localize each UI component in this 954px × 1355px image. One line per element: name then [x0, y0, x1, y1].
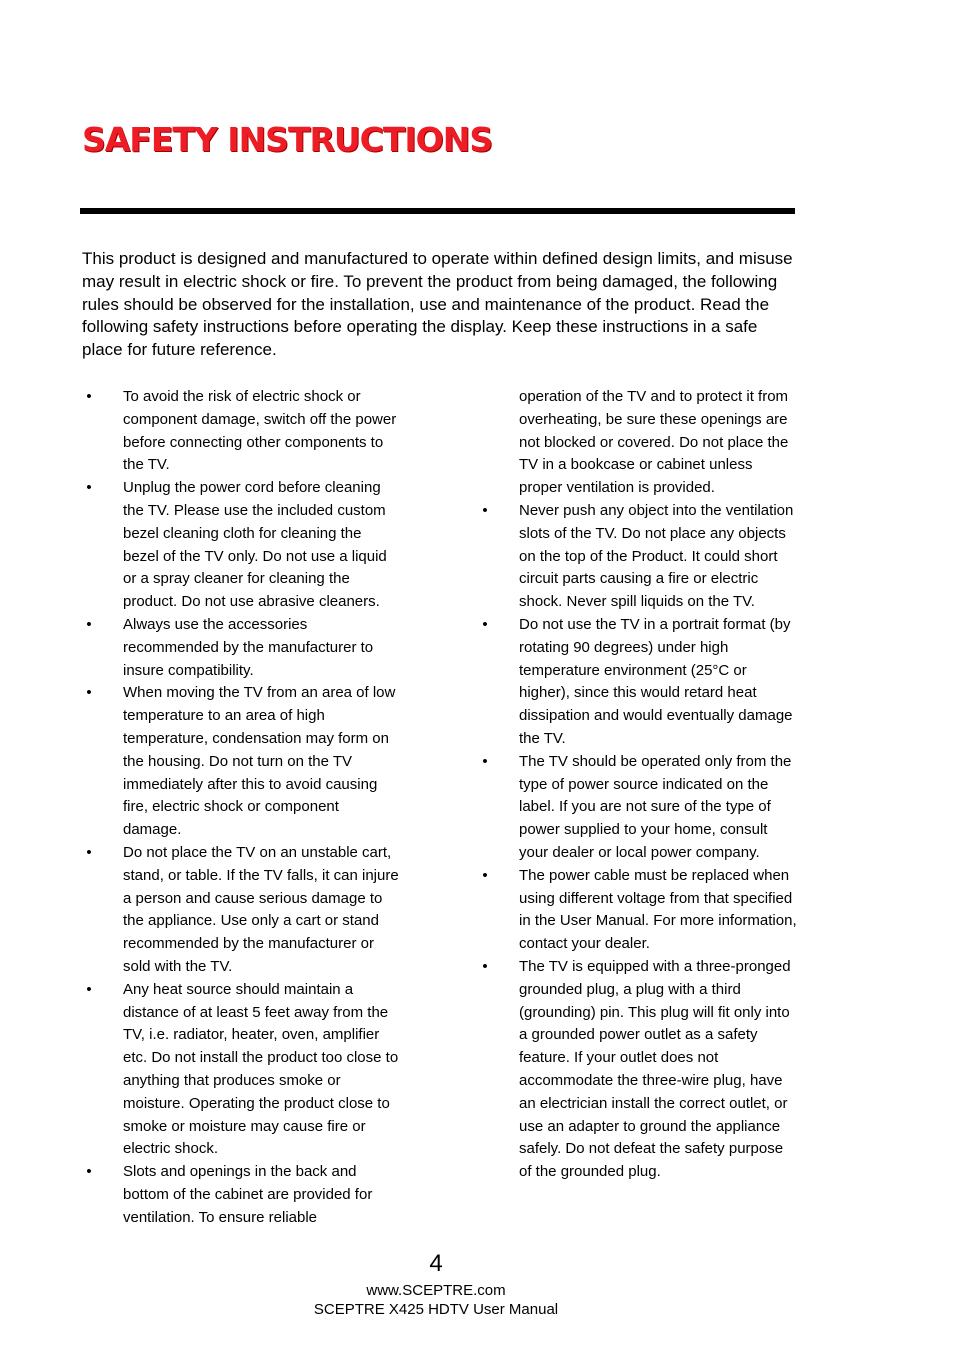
list-item-continuation — [478, 386, 798, 500]
list-item — [82, 386, 400, 477]
list-item-text: The TV should be operated only from the type of power source indicated on the label. If you are not sure of the type of power supplied to your home, consult your dealer or local power company. — [519, 752, 792, 861]
list-item — [82, 477, 400, 614]
list-item-text: Never push any object into the ventilation slots of the TV. Do not place any objects on the top of the Product. It could short circuit parts causing a fire or electric shock. Never spill liquids on the TV. — [519, 501, 794, 611]
title-divider — [80, 208, 795, 214]
bullet-icon: • — [86, 615, 92, 633]
list-item — [478, 956, 798, 1184]
list-item-text: To avoid the risk of electric shock or component damage, switch off the power before connecting other components to the TV. — [123, 388, 397, 474]
list-item — [478, 500, 798, 614]
bullet-icon: • — [86, 980, 92, 998]
bullet-icon: • — [482, 866, 488, 884]
bullet-icon: • — [482, 752, 488, 770]
list-item-text: The TV is equipped with a three-pronged grounded plug, a plug with a third (grounding) pin. This plug will fit only into a grounded power outlet as a safety feature. If your outlet does not accommodate the three-wire plug, have an electrician install the correct outlet, or use an adapter to ground the appliance safely. Do not defeat the safety purpose of the grounded plug. — [519, 957, 791, 1181]
right-column-list — [478, 386, 798, 1184]
bullet-icon: • — [482, 957, 488, 975]
list-item-text: Any heat source should maintain a distance of at least 5 feet away from the TV, i.e. radiator, heater, oven, amplifier etc. Do not install the product too close to anything that produces smoke or moisture. Operating the product close to smoke or moisture may cause fire or electric shock. — [123, 980, 399, 1158]
footer-manual-title: SCEPTRE X425 HDTV User Manual — [313, 1301, 559, 1318]
list-item — [82, 1161, 400, 1229]
list-item-text: Always use the accessories recommended by the manufacturer to insure compatibility. — [123, 615, 374, 679]
bullet-icon: • — [86, 1163, 92, 1181]
list-item-text: Do not place the TV on an unstable cart, stand, or table. If the TV falls, it can injure a person and cause serious damage to the appliance. Use only a cart or stand recommended by the manufacturer or sold with the TV. — [123, 843, 399, 975]
bullet-icon: • — [482, 615, 488, 633]
bullet-icon: • — [86, 388, 92, 405]
bullet-icon: • — [86, 843, 92, 861]
list-item-text: Slots and openings in the back and bottom of the cabinet are provided for ventilation. To ensure reliable — [123, 1163, 373, 1226]
list-item-text: When moving the TV from an area of low temperature to an area of high temperature, condensation may form on the housing. Do not turn on the TV immediately after this to avoid causing fire, electric shock or component damage. — [123, 684, 396, 839]
list-item-text: operation of the TV and to protect it from overheating, be sure these openings are not blocked or covered. Do not place the TV in a bookcase or cabinet unless proper ventilation is provided. — [519, 388, 789, 497]
list-item — [82, 682, 400, 842]
page-number: 4 — [429, 1250, 443, 1277]
bullet-icon: • — [86, 684, 92, 702]
list-item-text: Do not use the TV in a portrait format (by rotating 90 degrees) under high temperature environment (25°C or higher), since this would retard heat dissipation and would eventually damage the TV. — [519, 615, 793, 747]
list-item — [82, 614, 400, 682]
list-item — [82, 979, 400, 1161]
footer-url: www.SCEPTRE.com — [366, 1282, 506, 1299]
bullet-icon: • — [482, 501, 488, 519]
page-title: SAFETY INSTRUCTIONS — [82, 120, 493, 159]
list-item — [478, 751, 798, 865]
list-item — [82, 842, 400, 979]
intro-paragraph: This product is designed and manufactured to operate within defined design limits, and misuse may result in electric shock or fire. To prevent the product from being damaged, the following rules should be observed for the installation, use and maintenance of the product. Read the following safety instructions before operating the display. Keep these instructions in a safe place for future reference. — [82, 249, 793, 360]
list-item — [478, 865, 798, 956]
list-item-text: The power cable must be replaced when using different voltage from that specified in the User Manual. For more information, contact your dealer. — [519, 866, 797, 953]
list-item-text: Unplug the power cord before cleaning the TV. Please use the included custom bezel cleaning cloth for cleaning the bezel of the TV only. Do not use a liquid or a spray cleaner for cleaning the product. Do not use abrasive cleaners. — [123, 479, 387, 611]
left-column-list — [82, 386, 400, 1229]
bullet-icon: • — [86, 479, 92, 497]
list-item — [478, 614, 798, 751]
